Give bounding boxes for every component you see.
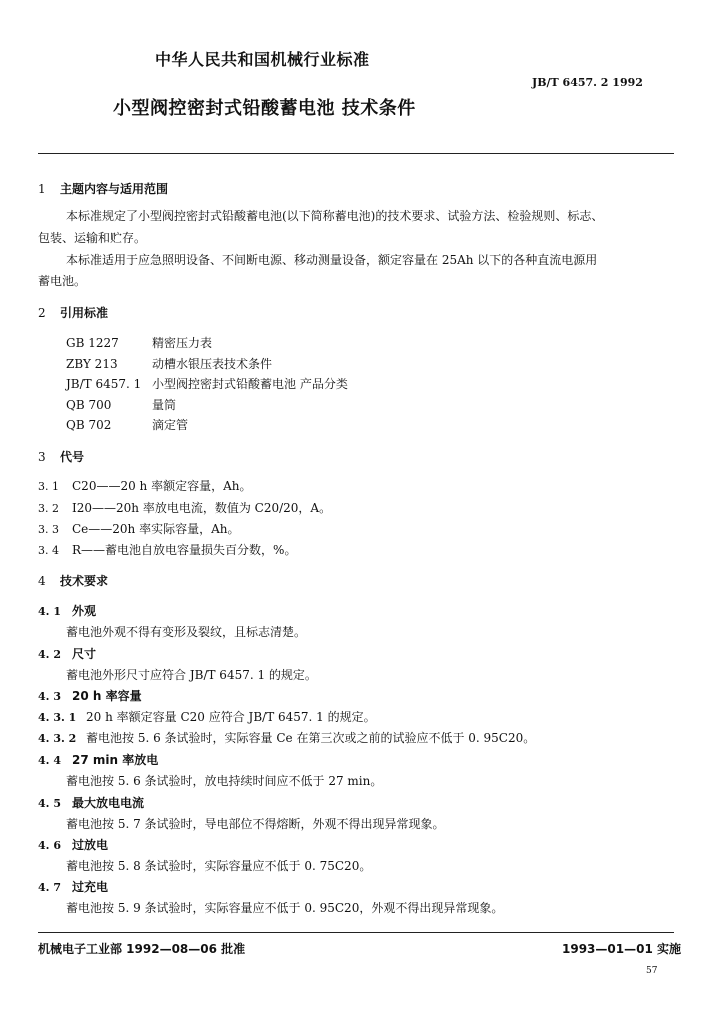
clause-number: 4. 7 <box>38 881 61 894</box>
implementation-date: 1993—01—01 实施 <box>562 942 681 956</box>
reference-code: QB 700 <box>66 398 112 412</box>
reference-code: QB 702 <box>66 418 112 432</box>
code-definition <box>38 499 331 516</box>
paragraph-line: 蓄电池。 <box>38 274 87 288</box>
code-definition <box>38 541 296 558</box>
reference-name: 精密压力表 <box>152 336 213 350</box>
clause-text: I20——20h 率放电电流，数值为 C20/20，A。 <box>72 501 332 515</box>
code-definition <box>38 520 240 537</box>
clause-number: 4. 5 <box>38 797 61 810</box>
clause-text: 蓄电池外观不得有变形及裂纹，且标志清楚。 <box>66 625 307 639</box>
clause-text: Ce——20h 率实际容量，Ah。 <box>72 522 240 536</box>
clause-4-1-heading <box>38 602 96 619</box>
clause-text: 蓄电池按 5. 8 条试验时，实际容量应不低于 0. 75C20。 <box>66 859 372 873</box>
clause-number: 4. 3. 1 <box>38 711 77 724</box>
clause-text: 20 h 率额定容量 C20 应符合 JB/T 6457. 1 的规定。 <box>86 710 376 724</box>
footer-rule <box>38 932 674 933</box>
reference-item <box>66 375 348 392</box>
code-definition <box>38 477 251 494</box>
reference-item <box>66 396 176 413</box>
section-number: 3 <box>38 450 46 464</box>
page-number: 57 <box>646 966 658 976</box>
section-title: 主题内容与适用范围 <box>60 182 169 196</box>
clause-text: 蓄电池外形尺寸应符合 JB/T 6457. 1 的规定。 <box>66 668 317 682</box>
reference-code: GB 1227 <box>66 336 119 350</box>
section-4-heading <box>38 572 108 589</box>
section-1-heading <box>38 180 168 197</box>
reference-name: 量筒 <box>152 398 177 412</box>
section-title: 引用标准 <box>60 306 109 320</box>
clause-title: 尺寸 <box>72 647 97 661</box>
clause-number: 4. 2 <box>38 648 61 661</box>
clause-title: 过放电 <box>72 838 109 852</box>
clause-title: 外观 <box>72 604 97 618</box>
clause-title: 27 min 率放电 <box>72 753 159 767</box>
clause-number: 3. 4 <box>38 544 59 557</box>
clause-number: 4. 3. 2 <box>38 732 77 745</box>
clause-text: 蓄电池按 5. 9 条试验时，实际容量应不低于 0. 95C20，外观不得出现异常现象。 <box>66 901 504 915</box>
paragraph-line: 包装、运输和贮存。 <box>38 231 147 245</box>
header-rule <box>38 153 674 154</box>
clause-4-5-heading <box>38 794 144 811</box>
clause-number: 4. 3 <box>38 690 61 703</box>
standard-number: JB/T 6457. 2 1992 <box>532 76 643 89</box>
clause-text: 蓄电池按 5. 7 条试验时，导电部位不得熔断，外观不得出现异常现象。 <box>66 817 445 831</box>
clause-text: R——蓄电池自放电容量损失百分数，%。 <box>72 543 297 557</box>
section-title: 代号 <box>60 450 85 464</box>
section-number: 4 <box>38 574 46 588</box>
paragraph-line: 本标准规定了小型阀控密封式铅酸蓄电池(以下简称蓄电池)的技术要求、试验方法、检验规则、标志、 <box>66 209 604 223</box>
section-2-heading <box>38 304 108 321</box>
clause-number: 4. 1 <box>38 605 61 618</box>
clause-text: 蓄电池按 5. 6 条试验时，实际容量 Ce 在第三次或之前的试验应不低于 0. 95C20。 <box>86 731 536 745</box>
reference-item <box>66 416 188 433</box>
reference-code: ZBY 213 <box>66 357 118 371</box>
clause-text: 蓄电池按 5. 6 条试验时，放电持续时间应不低于 27 min。 <box>66 774 383 788</box>
reference-name: 滴定管 <box>152 418 189 432</box>
clause-4-6-heading <box>38 836 108 853</box>
paragraph-line: 本标准适用于应急照明设备、不间断电源、移动测量设备，额定容量在 25Ah 以下的各种直流电源用 <box>66 253 598 267</box>
clause-text: C20——20 h 率额定容量，Ah。 <box>72 479 252 493</box>
section-title: 技术要求 <box>60 574 109 588</box>
clause-4-3-heading <box>38 687 142 704</box>
reference-item <box>66 334 212 351</box>
issuing-organization: 中华人民共和国机械行业标准 <box>155 50 370 69</box>
clause-number: 4. 6 <box>38 839 61 852</box>
reference-name: 动槽水银压表技术条件 <box>152 357 273 371</box>
clause-4-4-heading <box>38 751 158 768</box>
clause-number: 3. 2 <box>38 502 59 515</box>
approval-line: 机械电子工业部 1992—08—06 批准 <box>38 942 246 956</box>
clause-number: 3. 3 <box>38 523 59 536</box>
clause-title: 20 h 率容量 <box>72 689 142 703</box>
clause-4-2-heading <box>38 645 96 662</box>
section-3-heading <box>38 448 84 465</box>
clause-title: 最大放电电流 <box>72 796 145 810</box>
clause-4-3-2 <box>38 729 535 746</box>
reference-item <box>66 355 272 372</box>
section-number: 2 <box>38 306 46 320</box>
reference-name: 小型阀控密封式铅酸蓄电池 产品分类 <box>152 377 348 391</box>
clause-4-7-heading <box>38 878 108 895</box>
clause-number: 4. 4 <box>38 754 61 767</box>
reference-code: JB/T 6457. 1 <box>66 377 142 391</box>
clause-title: 过充电 <box>72 880 109 894</box>
document-title: 小型阀控密封式铅酸蓄电池 技术条件 <box>113 98 416 119</box>
section-number: 1 <box>38 182 46 196</box>
clause-number: 3. 1 <box>38 480 59 493</box>
clause-4-3-1 <box>38 708 376 725</box>
